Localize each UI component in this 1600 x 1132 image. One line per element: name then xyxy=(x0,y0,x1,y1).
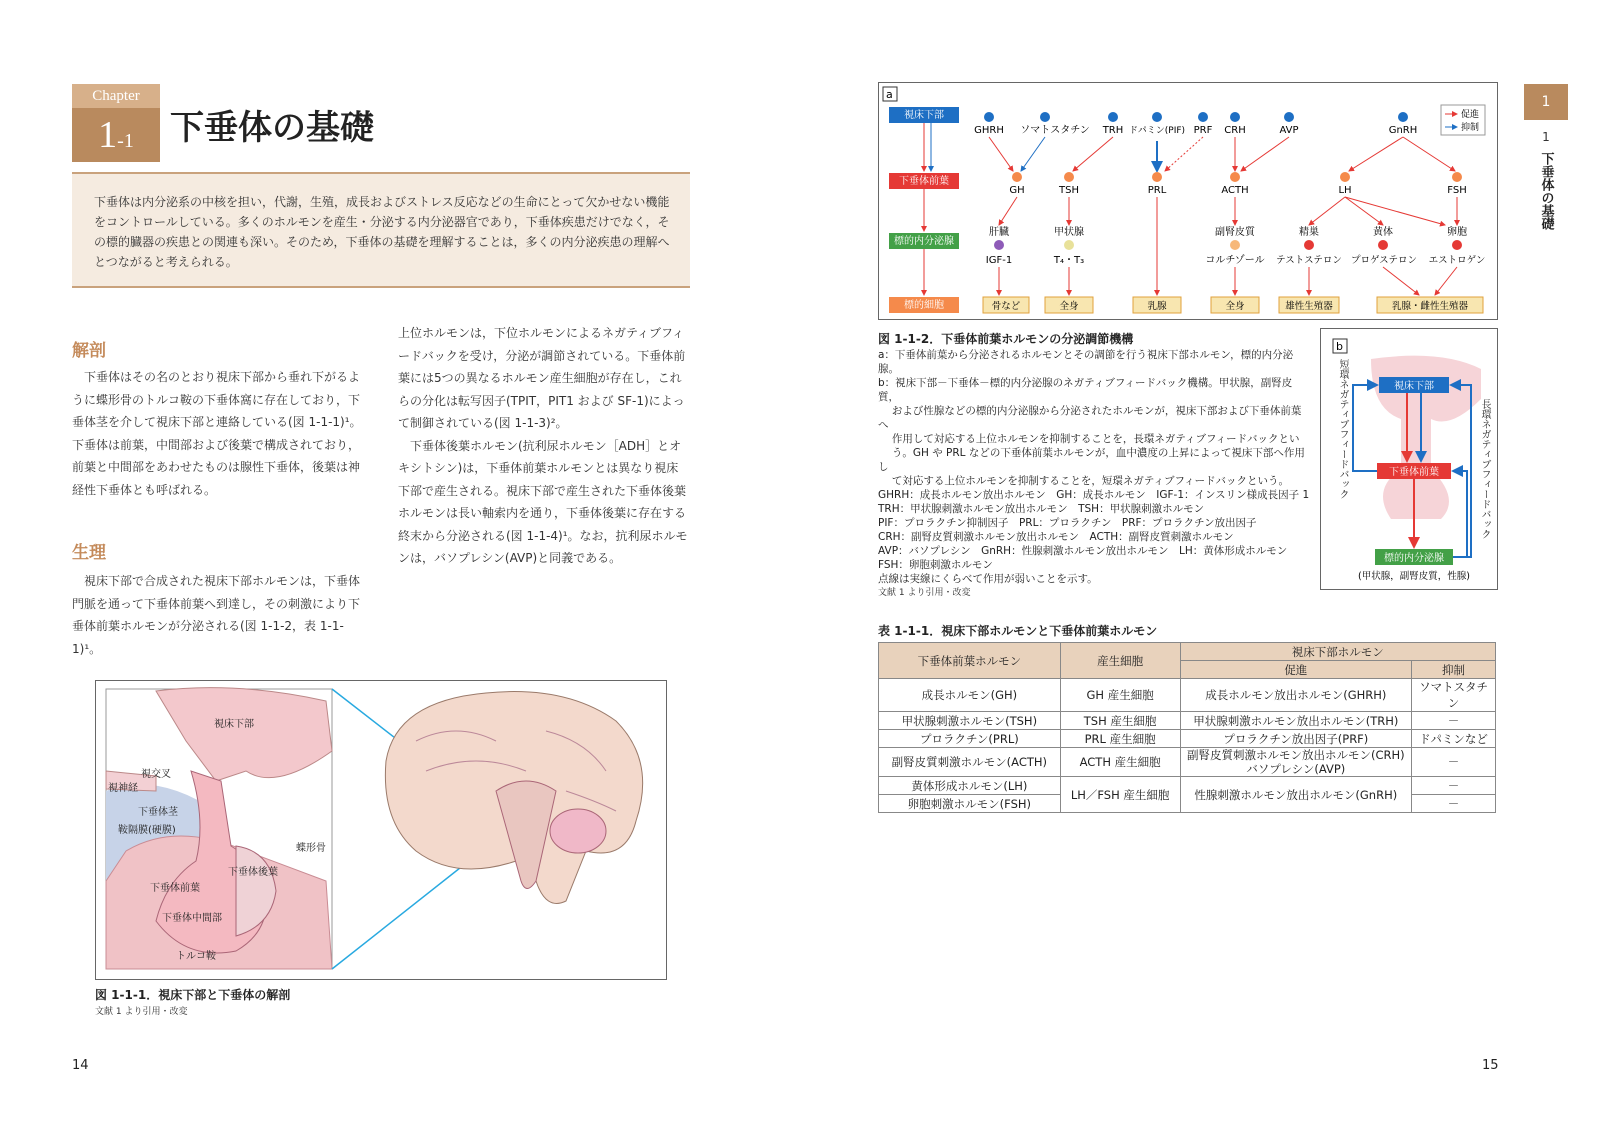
b-short-loop: 短環ネガティブフィードバック xyxy=(1337,359,1348,499)
th-promote: 促進 xyxy=(1180,661,1412,679)
intro-text: 下垂体は内分泌系の中核を担い，代謝，生殖，成長およびストレス反応などの生命にとって欠かせない機能をコントロールしている。多くのホルモンを産生・分泌する内分泌器官であり，下垂体疾患だけでなく，その標的臓器の疾患との関連も深い。そのため，下垂体の基礎を理解することは，多くの内分泌疾患の理解へとつながると考えられる。 xyxy=(94,195,670,269)
product-t4t3: T₄・T₃ xyxy=(1053,255,1085,266)
gland-thyroid: 甲状腺 xyxy=(1054,227,1084,238)
page-number-right: 15 xyxy=(1482,1058,1499,1073)
ph-acth: ACTH xyxy=(1221,185,1249,196)
table-row: 甲状腺刺激ホルモン(TSH) TSH 産生細胞 甲状腺刺激ホルモン放出ホルモン(TRH) － xyxy=(879,712,1496,730)
row-target: 標的内分泌腺 xyxy=(894,236,954,247)
rh-prf: PRF xyxy=(1193,125,1213,136)
ph-prl: PRL xyxy=(1147,185,1167,196)
label-stalk: 下垂体茎 xyxy=(138,807,178,818)
target-wholebody-1: 全身 xyxy=(1059,301,1079,312)
chapter-label: Chapter xyxy=(72,84,160,108)
b-target: 標的内分泌腺 xyxy=(1384,553,1444,564)
target-male: 雄性生殖器 xyxy=(1285,301,1333,312)
rh-dopamine: ドパミン(PIF) xyxy=(1128,126,1186,136)
th-inhibit: 抑制 xyxy=(1412,661,1496,679)
panel-b-label: b xyxy=(1336,340,1343,353)
target-female: 乳腺・雌性生殖器 xyxy=(1391,301,1469,312)
b-hypothalamus: 視床下部 xyxy=(1394,381,1434,392)
column2-text: 上位ホルモンは，下位ホルモンによるネガティブフィードバックを受け，分泌が調節されている。下垂体前葉には5つの異なるホルモン産生細胞が存在し，これらの分化は転写因子(TPIT，PIT1 および SF-1)によって制御されている(図 1-1-3)²。 下垂体後葉ホルモン(抗利尿ホルモン［ADH］とオキシトシン)は，下垂体前葉ホルモンとは異なり視床下部で産生される。視床下部で産生された下垂体後葉ホルモンは長い軸索内を通り，下垂体後葉に存在する終末から分泌される(図 1-1-4)¹。なお，抗利尿ホルモンは，バソプレシン(AVP)と同義である。 xyxy=(398,326,688,565)
page-number-left: 14 xyxy=(72,1058,89,1073)
product-progesterone: プロゲステロン xyxy=(1351,255,1417,266)
th-anterior: 下垂体前葉ホルモン xyxy=(879,643,1061,679)
legend-promote: 促進 xyxy=(1461,110,1480,120)
chapter-number: 1-1 xyxy=(98,114,134,156)
rh-gnrh: GnRH xyxy=(1388,125,1418,136)
chapter-tab: 1 xyxy=(1524,84,1568,120)
product-cortisol: コルチゾール xyxy=(1205,255,1265,266)
rh-avp: AVP xyxy=(1279,125,1299,136)
product-estrogen: エストロゲン xyxy=(1428,255,1486,266)
product-igf1: IGF-1 xyxy=(985,255,1013,266)
label-intermediate: 下垂体中間部 xyxy=(162,913,222,924)
side-index: 1 下垂体の基礎 xyxy=(1538,130,1554,230)
heading-physiology: 生理 xyxy=(72,543,106,563)
gland-follicle: 卵胞 xyxy=(1447,227,1467,238)
row-hypothalamus: 視床下部 xyxy=(904,110,944,121)
label-sphenoid: 蝶形骨 xyxy=(296,843,326,854)
b-anterior: 下垂体前葉 xyxy=(1389,467,1439,478)
th-cells: 産生細胞 xyxy=(1060,643,1180,679)
side-title: 下垂体の基礎 xyxy=(1538,152,1554,230)
label-sella: トルコ鞍 xyxy=(176,951,216,962)
ph-lh: LH xyxy=(1338,185,1352,196)
figure-regulation-b xyxy=(1320,328,1498,590)
label-anterior: 下垂体前葉 xyxy=(150,883,200,894)
chapter-badge xyxy=(72,84,160,162)
ph-gh: GH xyxy=(1009,185,1025,196)
label-posterior: 下垂体後葉 xyxy=(228,867,278,878)
label-dura: 鞍隔膜(硬膜) xyxy=(118,825,176,836)
physiology-text: 視床下部で合成された視床下部ホルモンは，下垂体門脈を通って下垂体前葉へ到達し，その刺激により下垂体前葉ホルモンが分泌される(図 1-1-2，表 1-1-1)¹。 xyxy=(72,574,361,656)
releasing-hormones xyxy=(974,112,1417,136)
figure-anatomy-source: 文献 1 より引用・改変 xyxy=(95,1007,188,1017)
gland-adrenal: 副腎皮質 xyxy=(1215,227,1255,238)
gland-liver: 肝臓 xyxy=(989,227,1009,238)
panel-a-label: a xyxy=(886,88,893,101)
gland-corpus-luteum: 黄体 xyxy=(1373,227,1393,238)
figure-regulation-caption: 図 1-1-2．下垂体前葉ホルモンの分泌調節機構 xyxy=(878,332,1134,346)
row-cells: 標的細胞 xyxy=(904,300,944,311)
gland-testis: 精巣 xyxy=(1299,227,1319,238)
legend-inhibit: 抑制 xyxy=(1461,123,1480,133)
label-hypothalamus: 視床下部 xyxy=(214,719,254,730)
figure-anatomy-caption: 図 1-1-1．視床下部と下垂体の解剖 xyxy=(95,988,291,1002)
b-target-sub: (甲状腺，副腎皮質，性腺) xyxy=(1358,571,1470,582)
product-testosterone: テストステロン xyxy=(1276,255,1342,266)
figure-anatomy xyxy=(95,680,667,980)
table-caption: 表 1-1-1．視床下部ホルモンと下垂体前葉ホルモン xyxy=(878,624,1158,638)
anatomy-text: 下垂体はその名のとおり視床下部から垂れ下がるように蝶形骨のトルコ鞍の下垂体窩に存在しており，下垂体茎を介して視床下部と連絡している(図 1-1-1)¹。下垂体は前葉，中間部および後葉で構成されており，前葉と中間部をあわせたものは腺性下垂体，後葉は神経性下垂体とも呼ばれる。 xyxy=(72,370,362,497)
table-row: 黄体形成ホルモン(LH) LH／FSH 産生細胞 性腺刺激ホルモン放出ホルモン(GnRH) － xyxy=(879,777,1496,795)
rh-trh: TRH xyxy=(1102,125,1124,136)
label-optic: 視神経 xyxy=(108,783,138,794)
figure-regulation-a xyxy=(878,82,1498,320)
th-hypothalamic: 視床下部ホルモン xyxy=(1180,643,1495,661)
label-chiasm: 視交叉 xyxy=(141,769,171,780)
ph-fsh: FSH xyxy=(1447,185,1467,196)
table-row: 成長ホルモン(GH) GH 産生細胞 成長ホルモン放出ホルモン(GHRH) ソマトスタチン xyxy=(879,679,1496,712)
rh-somatostatin: ソマトスタチン xyxy=(1020,125,1090,136)
figure-regulation-legend: a：下垂体前葉から分泌されるホルモンとその調節を行う視床下部ホルモン，標的内分泌腺。 b：視床下部－下垂体－標的内分泌腺のネガティブフィードバック機構。甲状腺，副腎皮質， および性腺などの標的内分泌腺から分泌されたホルモンが，視床下部および下垂体前葉へ 作用して対応する上位ホルモンを抑制することを，長環ネガティブフィードバックとい う。GH や PRL などの下垂体前葉ホルモンが，血中濃度の上昇によって視床下部へ作用し て対応する上位ホルモンを抑制することを，短環ネガティブフィードバックという。 GHRH：成長ホルモン放出ホルモン GH：成長ホルモン IGF-1：インスリン様成長因子 1 TRH：甲状腺刺激ホルモン放出ホルモン TSH：甲状腺刺激ホルモン PIF：プロラクチン抑制因子 PRL：プロラクチン PRF：プロラクチン放出因子 CRH：副腎皮質刺激ホルモン放出ホルモン ACTH：副腎皮質刺激ホルモン AVP：バソプレシン GnRH：性腺刺激ホルモン放出ホルモン LH：黄体形成ホルモン FSH：卵胞刺激ホルモン 点線は実線にくらべて作用が弱いことを示す。 文献 1 より引用・改変 xyxy=(878,349,1310,598)
rh-crh: CRH xyxy=(1224,125,1246,136)
target-bone: 骨など xyxy=(991,301,1021,312)
b-long-loop: 長環ネガティブフィードバック xyxy=(1479,399,1490,539)
rh-ghrh: GHRH xyxy=(974,125,1004,136)
chapter-title: 下垂体の基礎 xyxy=(170,108,374,148)
target-breast: 乳腺 xyxy=(1147,301,1167,312)
ph-tsh: TSH xyxy=(1059,185,1079,196)
table-row: 副腎皮質刺激ホルモン(ACTH) ACTH 産生細胞 副腎皮質刺激ホルモン放出ホルモン(CRH) バソプレシン(AVP) － xyxy=(879,748,1496,777)
row-anterior: 下垂体前葉 xyxy=(899,176,949,187)
heading-anatomy: 解剖 xyxy=(72,341,106,361)
table-row: 卵胞刺激ホルモン(FSH) － xyxy=(879,795,1496,813)
intro-box xyxy=(72,172,690,288)
target-wholebody-2: 全身 xyxy=(1225,301,1245,312)
hormone-table xyxy=(878,642,1496,813)
table-row: プロラクチン(PRL) PRL 産生細胞 プロラクチン放出因子(PRF) ドパミンなど xyxy=(879,730,1496,748)
